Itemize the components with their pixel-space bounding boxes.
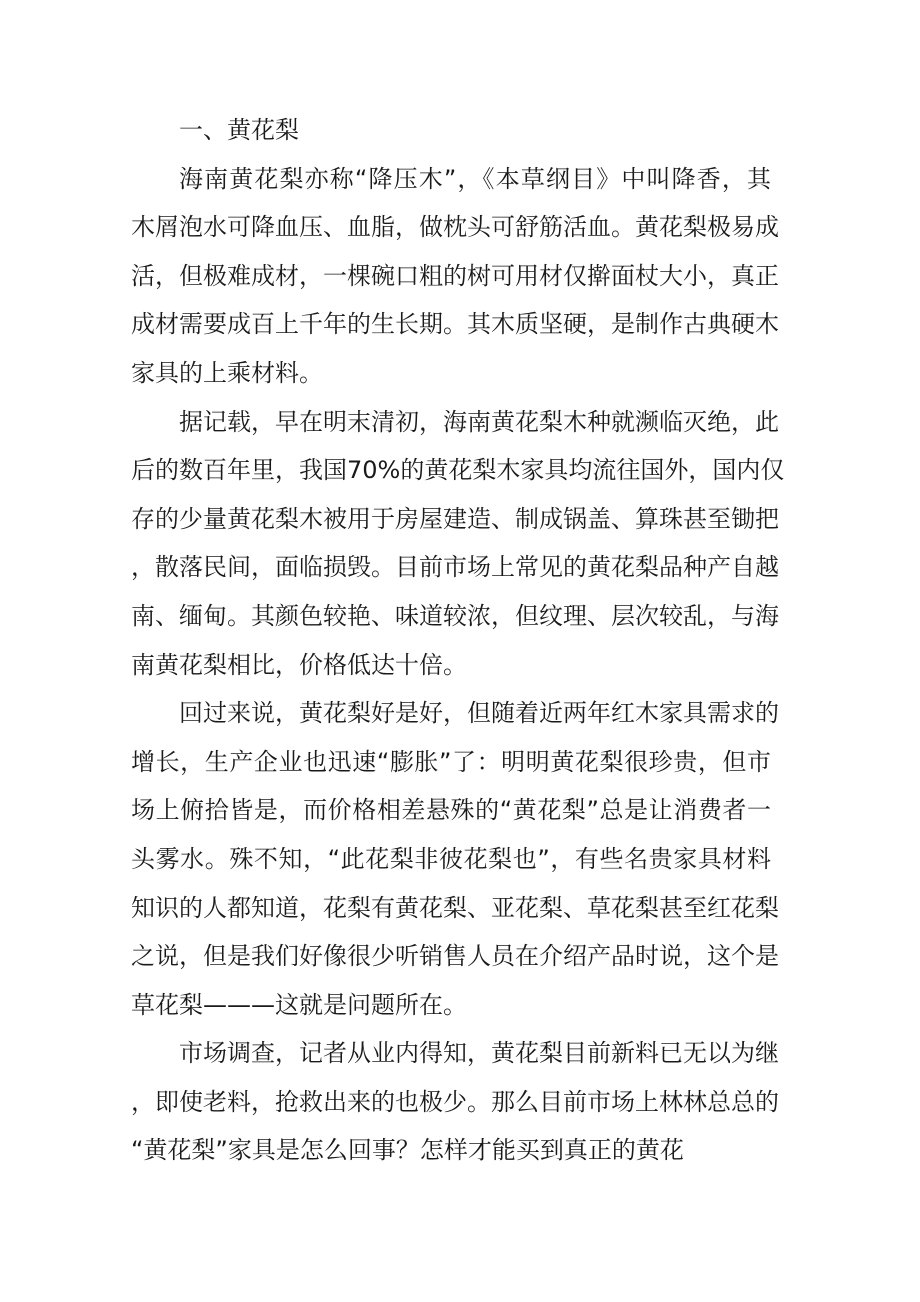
paragraph-line: 南黄花梨相比，价格低达十倍。 xyxy=(131,650,467,679)
paragraph-line: 南、缅甸。其颜色较艳、味道较浓，但纹理、层次较乱，与海 xyxy=(131,601,779,630)
paragraph-line: 据记载，早在明末清初，海南黄花梨木种就濒临灭绝，此 xyxy=(179,407,779,436)
paragraph-line: 后的数百年里，我国70%的黄花梨木家具均流往国外，国内仅 xyxy=(131,456,785,485)
paragraph-line: 海南黄花梨亦称“降压木”，《本草纲目》中叫降香，其 xyxy=(179,164,771,193)
paragraph-line: 知识的人都知道，花梨有黄花梨、亚花梨、草花梨甚至红花梨 xyxy=(131,893,779,922)
paragraph-3 xyxy=(131,689,779,1029)
paragraph-line: 活，但极难成材，一棵碗口粗的树可用材仅擀面杖大小，真正 xyxy=(131,261,779,290)
paragraph-line: 头雾水。殊不知，“此花梨非彼花梨也”，有些名贵家具材料 xyxy=(131,844,771,873)
paragraph-line: “黄花梨”家具是怎么回事？怎样才能买到真正的黄花 xyxy=(131,1136,684,1165)
paragraph-line: 成材需要成百上千年的生长期。其木质坚硬，是制作古典硬木 xyxy=(131,310,779,339)
paragraph-line: ，散落民间，面临损毁。目前市场上常见的黄花梨品种产自越 xyxy=(131,553,779,582)
paragraph-line: 存的少量黄花梨木被用于房屋建造、制成锅盖、算珠甚至锄把 xyxy=(131,504,779,533)
paragraph-2 xyxy=(131,398,785,690)
paragraph-line: 场上俯拾皆是，而价格相差悬殊的“黄花梨”总是让消费者一 xyxy=(131,796,771,825)
paragraph-line: ，即使老料，抢救出来的也极少。那么目前市场上林林总总的 xyxy=(131,1087,779,1116)
paragraph-line: 之说，但是我们好像很少听销售人员在介绍产品时说，这个是 xyxy=(131,942,779,971)
paragraph-1 xyxy=(131,155,779,398)
paragraph-line: 增长，生产企业也迅速“膨胀”了：明明黄花梨很珍贵，但市 xyxy=(131,747,771,776)
paragraph-line: 市场调查，记者从业内得知，黄花梨目前新料已无以为继 xyxy=(179,1039,779,1068)
section-heading: 一、黄花梨 xyxy=(179,116,299,144)
paragraph-line: 草花梨———这就是问题所在。 xyxy=(131,990,467,1019)
paragraph-4 xyxy=(131,1029,779,1175)
paragraph-line: 木屑泡水可降血压、血脂，做枕头可舒筋活血。黄花梨极易成 xyxy=(131,213,779,242)
document-body xyxy=(131,106,785,1175)
paragraph-line: 家具的上乘材料。 xyxy=(131,358,323,387)
paragraph-line: 回过来说，黄花梨好是好，但随着近两年红木家具需求的 xyxy=(179,699,779,728)
